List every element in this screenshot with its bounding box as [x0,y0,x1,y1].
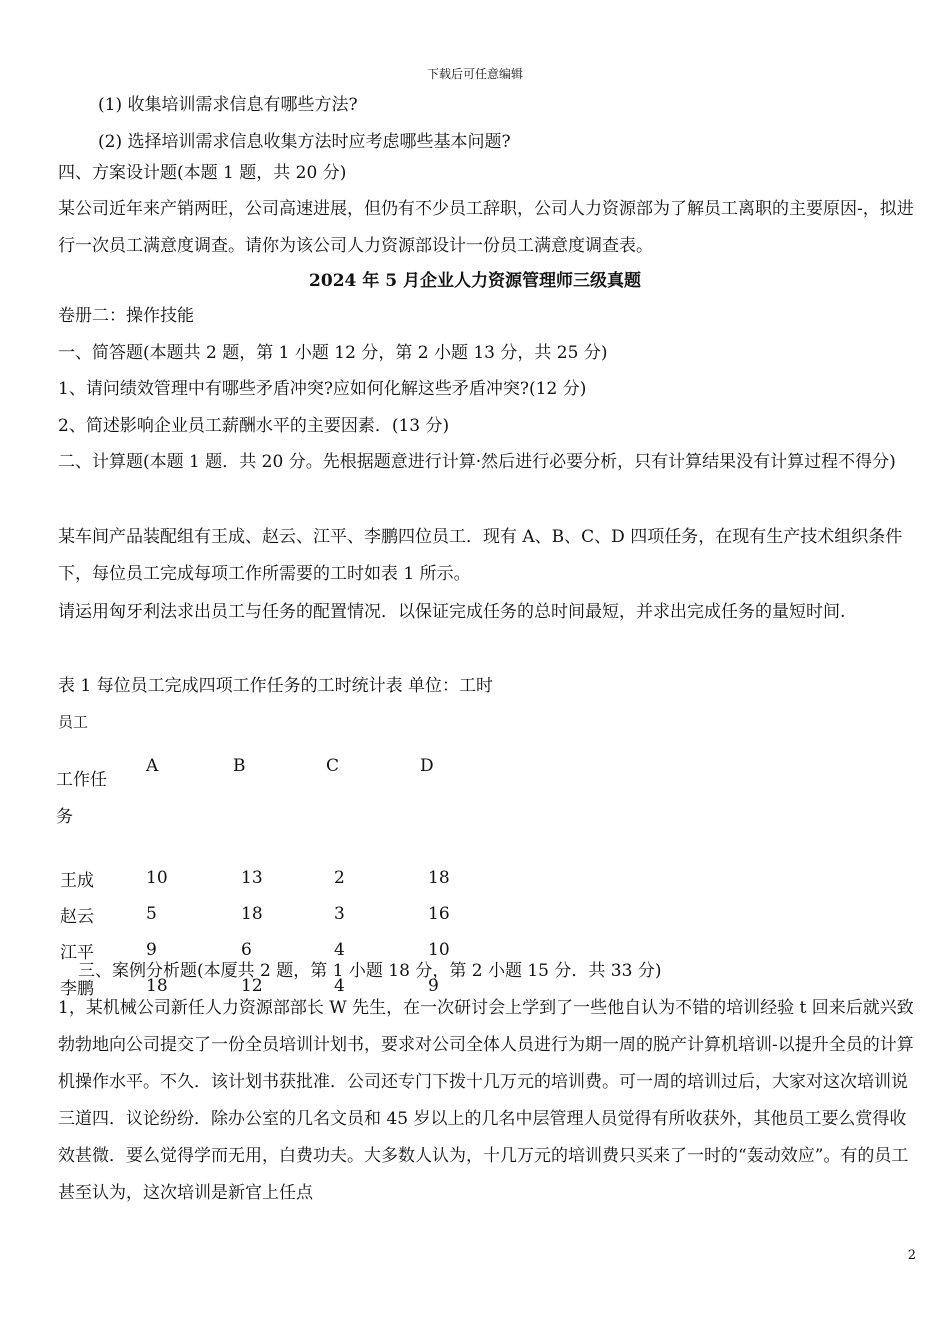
page-header: 下载后可任意编辑 [426,67,523,81]
row-name: 赵云 [60,906,94,927]
table-cell: 18 [428,868,450,888]
question-line: (2) 选择培训需求信息收集方法时应考虑哪些基本问题? [98,132,511,152]
table-cell: 10 [428,940,450,960]
section-heading: 四、方案设计题(本题 1 题，共 20 分) [58,163,347,183]
table-cell: 4 [334,940,345,960]
section-heading: 二、计算题(本题 1 题．共 20 分。先根据题意进行计算·然后进行必要分析，只有计算结果没有计算过程不得分) [58,452,896,472]
table-caption: 表 1 每位员工完成四项工作任务的工时统计表 单位：工时 [58,676,494,696]
table-cell: 10 [146,868,168,888]
table-cell: 9 [428,976,439,996]
row-name: 王成 [60,870,94,891]
paragraph: 卷册二：操作技能 [58,306,194,326]
table-cell: 13 [241,868,263,888]
table-cell: 4 [334,976,345,996]
table-cell: 18 [241,904,263,924]
row-name: 李鹏 [60,978,94,999]
table-cell: 9 [146,940,157,960]
row-name: 江平 [60,942,94,963]
table-cell: 2 [334,868,345,888]
paragraph: 请运用匈牙利法求出员工与任务的配置情况．以保证完成任务的总时间最短，并求出完成任务的量短时间. [58,602,846,622]
paragraph: 某车间产品装配组有王成、赵云、江平、李鹏四位员工．现有 A、B、C、D 四项任务，在现有生产技术组织条件下，每位员工完成每项工作所需要的工时如表 1 所示。 [58,527,903,584]
paragraph: 某公司近年来产销两旺，公司高速进展，但仍有不少员工辞职，公司人力资源部为了解员工离职的主要原因-，拟进行一次员工满意度调查。请你为该公司人力资源部设计一份员工满意度调查表。 [58,199,914,256]
section-heading: 三、案例分析题(本厦共 2 题，第 1 小题 18 分，第 2 小题 15 分．共 33 分) [78,961,662,981]
table-cell: 5 [146,904,157,924]
table-cell: 6 [241,940,252,960]
question-line: (1) 收集培训需求信息有哪些方法? [98,95,358,115]
column-header: B [233,756,246,776]
section-heading: 一、简答题(本题共 2 题，第 1 小题 12 分，第 2 小题 13 分，共 25 分) [58,343,608,363]
page-number: 2 [907,1248,916,1263]
column-header: D [420,756,434,776]
table-cell: 16 [428,904,450,924]
table-cell: 3 [334,904,345,924]
section-title: 2024 年 5 月企业人力资源管理师三级真题 [309,271,641,291]
corner-label-2: 务 [56,807,73,827]
table-corner-top: 员工 [58,713,89,731]
table-cell: 12 [241,976,263,996]
column-header: C [326,756,340,776]
table-row [56,860,518,896]
table-row [56,896,518,932]
case-paragraph: 1，某机械公司新任人力资源部部长 W 先生，在一次研讨会上学到了一些他自认为不错的培训经验 t 回来后就兴致勃勃地向公司提交了一份全员培训计划书，要求对公司全体人员进行为期一周的脱产计算机培训-以提升全员的计算机操作水平。不久．该计划书获批准．公司还专门下拨十几万元的培训费。可一周的培训过后，大家对这次培训说三道四．议论纷纷．除办公室的几名文员和 45 岁以上的几名中层管理人员觉得有所收获外，其他员工要么赏得收效甚微．要么觉得学而无用，白费功夫。大多数人认为，十几万元的培训费只买来了一时的“轰动效应”。有的员工甚至认为，这次培训是新官上任点 [58,998,914,1203]
question-line: 2、简述影响企业员工薪酬水平的主要因素．(13 分) [58,416,450,436]
corner-label-1: 工作任 [56,770,107,790]
table-corner [56,738,140,860]
question-line: 1、请问绩效管理中有哪些矛盾冲突?应如何化解这些矛盾冲突?(12 分) [58,379,587,399]
table-cell: 18 [146,976,168,996]
column-header: A [146,756,159,776]
table-header-row [56,738,518,860]
